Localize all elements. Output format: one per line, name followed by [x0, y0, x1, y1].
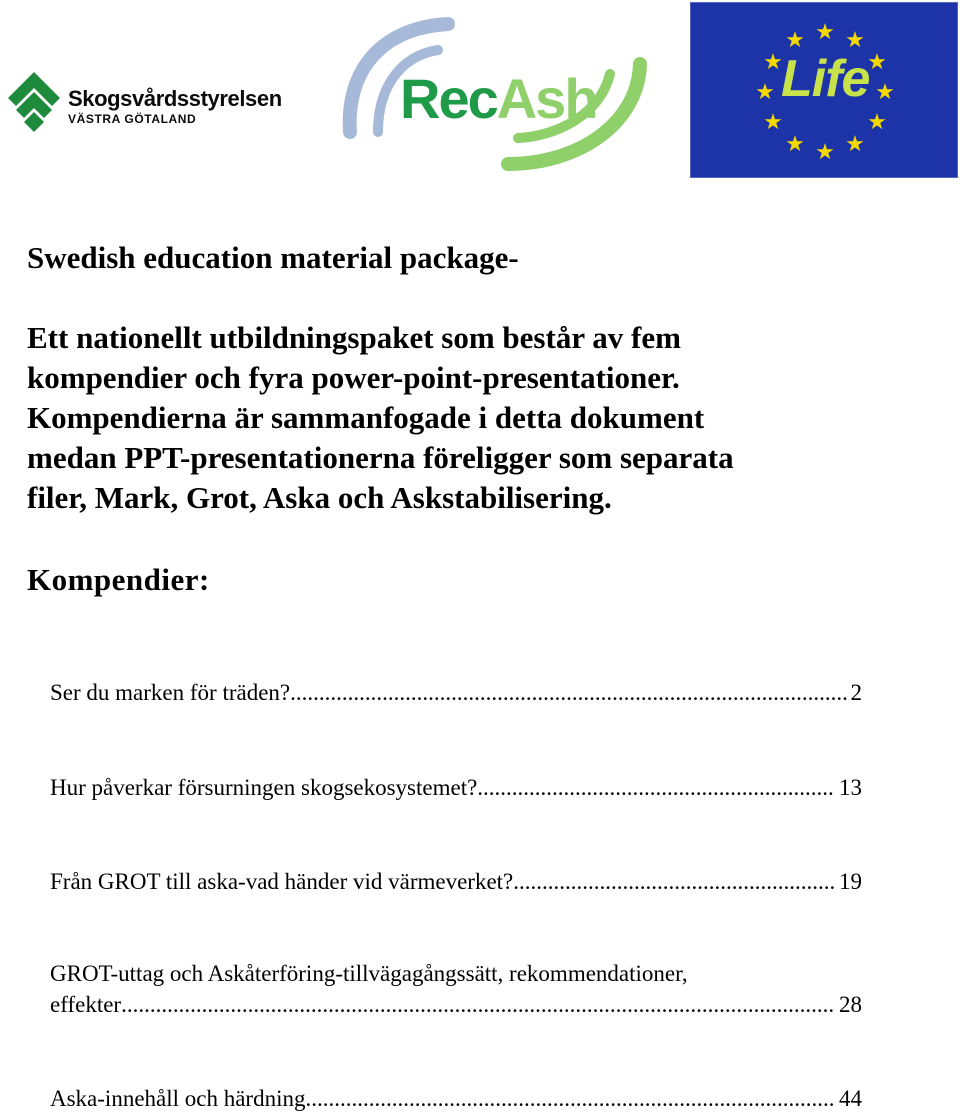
toc-entry[interactable] [50, 1083, 862, 1114]
toc-entry-title: Aska-innehåll och härdning [50, 1086, 306, 1111]
toc-entry[interactable] [50, 958, 862, 1020]
svg-text:★: ★ [867, 50, 887, 75]
skogsvardsstyrelsen-logo [4, 70, 304, 132]
svg-text:★: ★ [755, 80, 775, 105]
toc-entry-page: 44 [839, 1086, 862, 1111]
skogsvardsstyrelsen-emblem-icon [4, 70, 64, 132]
toc-leader-dots [477, 772, 835, 803]
svg-text:★: ★ [845, 132, 865, 157]
toc-leader-dots [290, 677, 846, 708]
svg-text:★: ★ [785, 132, 805, 157]
document-title: Swedish education material package- [27, 240, 519, 275]
toc-heading: Kompendier: [27, 562, 210, 597]
svg-text:★: ★ [815, 20, 835, 45]
toc-leader-dots [305, 1083, 835, 1114]
svg-text:★: ★ [763, 50, 783, 75]
intro-paragraph: Ett nationellt utbildningspaket som består av fem kompendier och fyra power-point-presentationer. Kompendierna är sammanfogade i detta dokument medan PPT-presentationerna föreligger som separata filer, Mark, Grot, Aska och Askstabilisering. [27, 320, 734, 515]
svg-text:★: ★ [867, 110, 887, 135]
svg-text:★: ★ [875, 80, 895, 105]
toc-leader-dots [121, 989, 835, 1020]
skogsvardsstyrelsen-name: Skogsvårdsstyrelsen [68, 86, 282, 111]
svg-text:★: ★ [785, 28, 805, 53]
toc-leader-dots [513, 866, 835, 897]
recash-wordmark-rec: Rec [400, 67, 497, 130]
toc-entry-page: 13 [839, 775, 862, 800]
skogsvardsstyrelsen-region: VÄSTRA GÖTALAND [68, 112, 197, 126]
svg-text:★: ★ [763, 110, 783, 135]
life-wordmark: Life [781, 50, 870, 108]
svg-text:★: ★ [845, 28, 865, 53]
toc-entry-page: 19 [839, 869, 862, 894]
toc-entry-title: Ser du marken för träden? [50, 680, 291, 705]
toc-entry[interactable] [50, 772, 862, 803]
toc-entry[interactable] [50, 677, 862, 708]
toc-entry-title: Från GROT till aska-vad händer vid värmeverket? [50, 869, 514, 894]
toc-entry-page: 28 [839, 992, 862, 1017]
eu-life-logo [690, 2, 958, 178]
toc-entry-page: 2 [850, 680, 862, 705]
svg-text:★: ★ [815, 140, 835, 165]
recash-wordmark-ash: Ash [496, 67, 597, 130]
toc-entry-title-line2: effekter [50, 992, 122, 1017]
toc-entry-title: Hur påverkar försurningen skogsekosystemet? [50, 775, 478, 800]
recash-wordmark [400, 66, 597, 131]
toc-entry[interactable] [50, 866, 862, 897]
recash-logo [338, 14, 652, 176]
toc-entry-title-line1: GROT-uttag och Askåterföring-tillvägagångssätt, rekommendationer, [50, 961, 688, 986]
